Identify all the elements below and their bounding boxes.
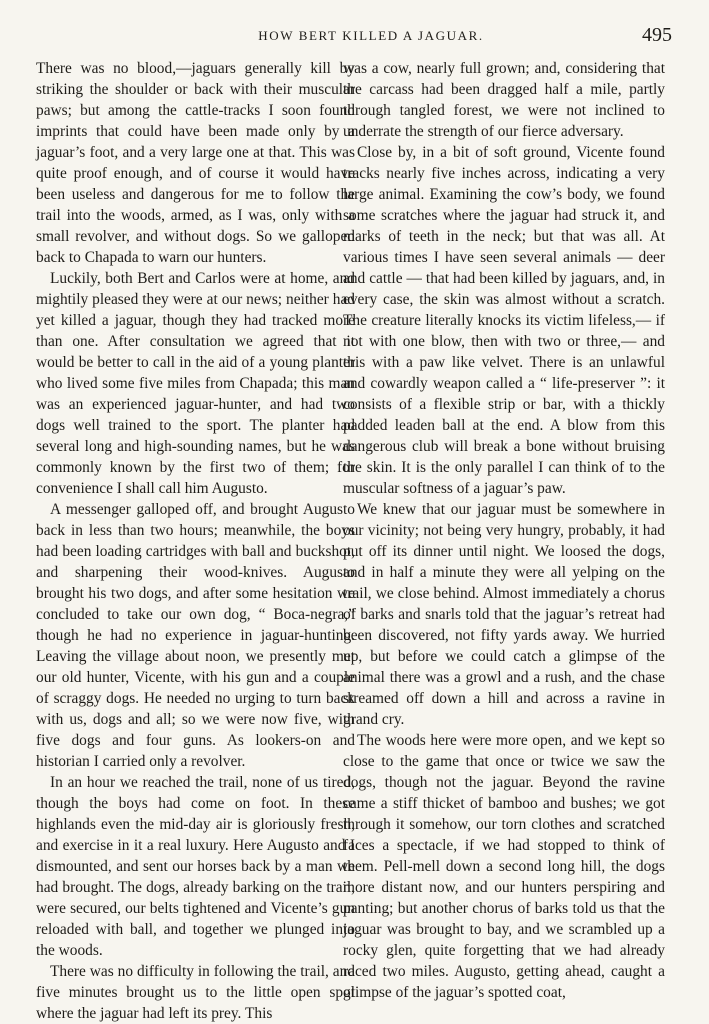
paragraph: Luckily, both Bert and Carlos were at home, and mightily pleased they were at our news; neither had yet killed a jaguar, though they had tracked more than one. After consultation we agreed that it would be better to call in the aid of a young planter who lived some five miles from Chapada; this man was an experienced jaguar-hunter, and had two dogs well trained to the sport. The planter had several long and high-sounding names, but he was commonly known by the first two of them; for convenience I shall call him Augusto. bbox=[36, 270, 355, 497]
page-header bbox=[36, 24, 676, 50]
paragraph: There was no difficulty in following the trail, and five minutes brought us to the little open spot where the jaguar had left its prey. This bbox=[36, 963, 355, 1022]
running-title: HOW BERT KILLED A JAGUAR. bbox=[258, 28, 484, 43]
right-column bbox=[343, 58, 665, 1003]
paragraph: In an hour we reached the trail, none of us tired, though the boys had come on foot. In these highlands even the mid-day air is gloriously fresh, and exercise in it a real luxury. Here Augusto and I dismounted, and sent our horses back by a man we had brought. The dogs, already barking on the trail, were secured, our belts tightened and Vicente’s gun reloaded with ball, and together we plunged into the woods. bbox=[36, 774, 355, 959]
paragraph: There was no blood,—jaguars generally kill by striking the shoulder or back with their muscular paws; but among the cattle-tracks I soon found imprints that could have been made only by a jaguar’s foot, and a very large one at that. This was quite proof enough, and of course it would have been useless and dangerous for me to follow the trail into the woods, armed, as I was, only with a small revolver, and without dogs. So we galloped back to Chapada to warn our hunters. bbox=[36, 60, 355, 266]
paragraph: was a cow, nearly full grown; and, considering that the carcass had been dragged half a mile, partly through tangled forest, we were not inclined to underrate the strength of our fierce adversary. bbox=[343, 60, 665, 140]
paragraph: We knew that our jaguar must be somewhere in our vicinity; not being very hungry, probably, it had put off its dinner until night. We loosed the dogs, and in half a minute they were all yelping on the trail, we close behind. Almost immediately a chorus of barks and snarls told that the jaguar’s retreat had been discovered, not fifty yards away. We hurried up, but before we could catch a glimpse of the animal there was a growl and a rush, and the chase streamed off down a hill and across a ravine in grand cry. bbox=[343, 501, 665, 728]
paragraph: The woods here were more open, and we kept so close to the game that once or twice we saw the dogs, though not the jaguar. Beyond the ravine came a stiff thicket of bamboo and bushes; we got through it somehow, our torn clothes and scratched faces a spectacle, if we had stopped to think of them. Pell-mell down a second long hill, the dogs more distant now, and our hunters perspiring and panting; but another chorus of barks told us that the jaguar was brought to bay, and we scrambled up a rocky glen, quite forgetting that we had already raced two miles. Augusto, getting ahead, caught a glimpse of the jaguar’s spotted coat, bbox=[343, 732, 665, 1001]
page-number: 495 bbox=[642, 24, 672, 46]
left-column bbox=[36, 58, 355, 1024]
paragraph: A messenger galloped off, and brought Augusto back in less than two hours; meanwhile, the boys had been loading cartridges with ball and buckshot, and sharpening their wood-knives. Augusto brought his two dogs, and after some hesitation we concluded to take our own dog, “ Boca-negra,” though he had no experience in jaguar-hunting. Leaving the village about noon, we presently met our old hunter, Vicente, with his gun and a couple of scraggy dogs. He needed no urging to turn back with us, dogs and all; so we were now five, with five dogs and four guns. As lookers-on and historian I carried only a revolver. bbox=[36, 501, 355, 770]
paragraph: Close by, in a bit of soft ground, Vicente found tracks nearly five inches across, indicating a very large animal. Examining the cow’s body, we found some scratches where the jaguar had struck it, and marks of teeth in the neck; but that was all. At various times I have seen several animals — deer and cattle — that had been killed by jaguars, and, in every case, the skin was almost without a scratch. The creature literally knocks its victim lifeless,— if not with one blow, then with two or three,— and this with a paw like velvet. There is an unlawful and cowardly weapon called a “ life-preserver ”: it consists of a flexible strip or bar, with a thickly padded leaden ball at the end. A blow from this dangerous club will break a bone without bruising the skin. It is the only parallel I can think of to the muscular softness of a jaguar’s paw. bbox=[343, 144, 665, 497]
